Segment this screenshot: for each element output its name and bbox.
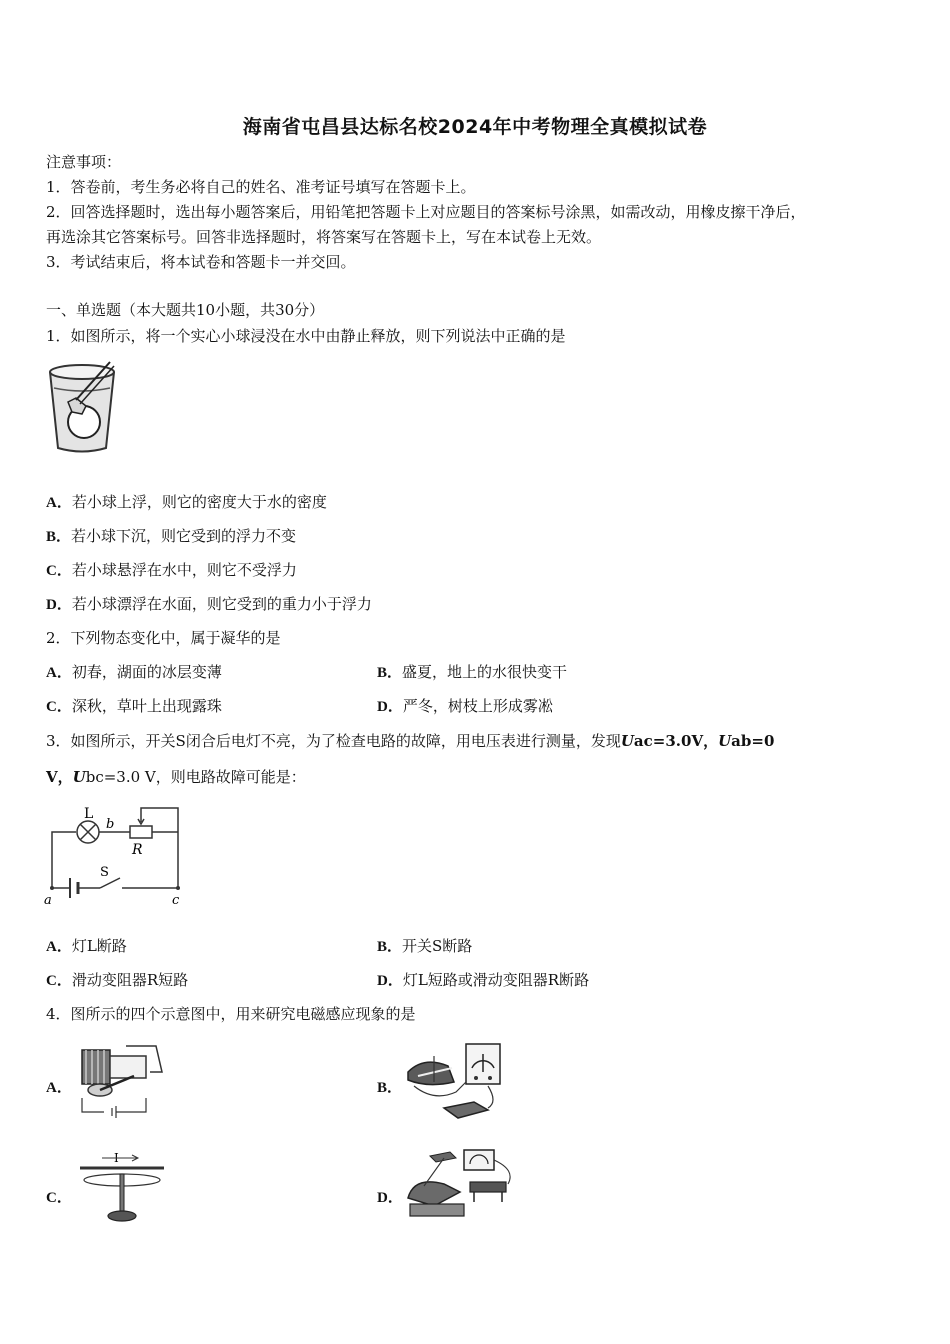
notice-heading: 注意事项： bbox=[46, 153, 122, 171]
question-3-stem-line1: 3．如图所示，开关S闭合后电灯不亮，为了检查电路的故障，用电压表进行测量，发现Uac=3.0V，Uab=0 bbox=[46, 732, 775, 750]
question-1-option-b[interactable]: B．若小球下沉，则它受到的浮力不变 bbox=[46, 527, 297, 545]
question-1-option-a[interactable]: A．若小球上浮，则它的密度大于水的密度 bbox=[46, 493, 327, 511]
question-4-figure-a bbox=[76, 1042, 166, 1120]
question-3-stem-line2: V，Ubc=3.0 V，则电路故障可能是： bbox=[46, 768, 306, 786]
beaker-ball-figure bbox=[46, 358, 118, 456]
notice-item-2-cont: 再选涂其它答案标号。回答非选择题时，将答案写在答题卡上，写在本试卷上无效。 bbox=[46, 228, 602, 246]
question-4-option-c[interactable]: C． bbox=[46, 1190, 72, 1206]
question-2-option-b[interactable]: B．盛夏，地上的水很快变干 bbox=[377, 663, 568, 681]
circuit-label-s: S bbox=[100, 865, 109, 880]
circuit-label-a: a bbox=[44, 893, 52, 906]
notice-item-3: 3．考试结束后，将本试卷和答题卡一并交回。 bbox=[46, 253, 356, 271]
question-4-option-b[interactable]: B． bbox=[377, 1080, 403, 1096]
current-label-i: I bbox=[114, 1151, 119, 1165]
question-2-stem: 2．下列物态变化中，属于凝华的是 bbox=[46, 629, 281, 647]
question-4-stem: 4．图所示的四个示意图中，用来研究电磁感应现象的是 bbox=[46, 1005, 416, 1023]
question-1-option-d[interactable]: D．若小球漂浮在水面，则它受到的重力小于浮力 bbox=[46, 595, 372, 613]
question-3-option-c[interactable]: C．滑动变阻器R短路 bbox=[46, 971, 189, 989]
question-3-option-d[interactable]: D．灯L短路或滑动变阻器R断路 bbox=[377, 971, 590, 989]
question-4-figure-b bbox=[404, 1042, 504, 1128]
question-4-option-a[interactable]: A． bbox=[46, 1080, 72, 1096]
circuit-diagram bbox=[44, 802, 184, 906]
circuit-label-lamp: L bbox=[84, 806, 94, 822]
circuit-label-c: c bbox=[172, 893, 180, 906]
question-2-option-a[interactable]: A．初春，湖面的冰层变薄 bbox=[46, 663, 222, 681]
section-heading: 一、单选题（本大题共10小题，共30分） bbox=[46, 301, 325, 319]
question-3-option-a[interactable]: A．灯L断路 bbox=[46, 937, 127, 955]
question-2-option-c[interactable]: C．深秋，草叶上出现露珠 bbox=[46, 697, 222, 715]
circuit-label-b: b bbox=[106, 817, 115, 832]
question-1-option-c[interactable]: C．若小球悬浮在水中，则它不受浮力 bbox=[46, 561, 297, 579]
notice-item-1: 1．答卷前，考生务必将自己的姓名、准考证号填写在答题卡上。 bbox=[46, 178, 476, 196]
circuit-label-r: R bbox=[132, 842, 143, 858]
question-4-option-d[interactable]: D． bbox=[377, 1190, 403, 1206]
question-1-stem: 1．如图所示，将一个实心小球浸没在水中由静止释放，则下列说法中正确的是 bbox=[46, 327, 566, 345]
question-4-figure-c bbox=[76, 1148, 168, 1224]
page-title: 海南省屯昌县达标名校2024年中考物理全真模拟试卷 bbox=[242, 116, 708, 138]
notice-item-2: 2．回答选择题时，选出每小题答案后，用铅笔把答题卡上对应题目的答案标号涂黑，如需改动，用橡皮擦干净后， bbox=[46, 203, 806, 221]
question-4-figure-d bbox=[404, 1146, 520, 1222]
question-2-option-d[interactable]: D．严冬，树枝上形成雾凇 bbox=[377, 697, 553, 715]
question-3-option-b[interactable]: B．开关S断路 bbox=[377, 937, 473, 955]
